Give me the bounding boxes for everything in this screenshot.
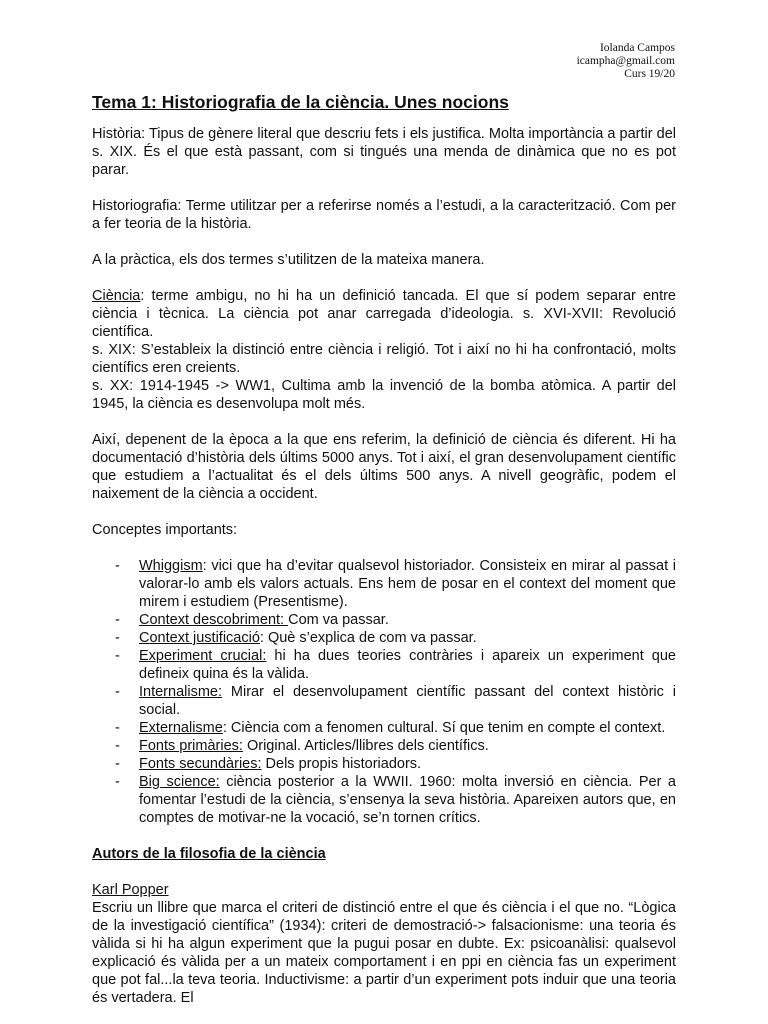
paragraph-ciencia (92, 287, 676, 341)
concept-text: hi ha dues teories contràries i apareix un experiment que defineix quina és la vàlida. (139, 648, 676, 682)
concept-term: Context justificació (139, 630, 260, 646)
list-item: - Internalisme: Mirar el desenvolupament científic passant del context històric i social. (115, 684, 676, 718)
author-header (577, 42, 675, 81)
concept-text: Mirar el desenvolupament científic passant del context històric i social. (139, 684, 676, 718)
concept-term: Whiggism (139, 558, 203, 574)
concept-term: Context descobriment: (139, 612, 289, 628)
concept-term: Externalisme (139, 720, 223, 736)
paragraph-historia: Història: Tipus de gènere literal que descriu fets i els justifica. Molta importància a partir del s. XIX. És el que està passant, com si tingués una menda de dinàmica que no es pot parar. (92, 126, 676, 178)
concept-term: Fonts secundàries: (139, 756, 262, 772)
paragraph-ciencia-xx: s. XX: 1914-1945 -> WW1, Cultima amb la invenció de la bomba atòmica. A partir del 1945, la ciència es desenvolupa molt més. (92, 378, 676, 412)
list-item: - Whiggism: vici que ha d’evitar qualsevol historiador. Consisteix en mirar al passat i valorar-lo amb els valors actuals. Ens hem de posar en el context del moment que mirem i estudiem (Presentisme). (115, 558, 676, 610)
list-item: - Experiment crucial: hi ha dues teories contràries i apareix un experiment que defineix quina és la vàlida. (115, 648, 676, 682)
ciencia-definition: : terme ambigu, no hi ha un definició tancada. El que sí podem separar entre ciència i tècnica. La ciència pot anar carregada d’ideologia. s. XVI-XVII: Revolució científica. (92, 288, 676, 340)
popper-paragraph: Escriu un llibre que marca el criteri de distinció entre el que és ciència i el que no. “Lògica de la investigació científica” (1934): criteri de demostració-> falsacionisme: una teoria és vàlida si hi ha algun experiment que la pugui posar en dubte. Ex: psicoanàlisi: qualsevol explicació és vàlida per a un mateix comportament i en ppi en ciència fas un experiment que pot fal...la teva teoria. Inductivisme: a partir d’un experiment pots induir que una teoria és vertadera. El (92, 900, 676, 1006)
list-item: - Big science: ciència posterior a la WWII. 1960: molta inversió en ciència. Per a fomentar l’estudi de la ciència, s’ensenya la seva història. Apareixen autors que, en comptes de motivar-ne la vocació, se’n tornen crítics. (115, 774, 676, 826)
list-item: - Context descobriment: Com va passar. (115, 612, 389, 628)
concept-text: Com va passar. (288, 612, 389, 628)
concept-term: Big science: (139, 774, 220, 790)
list-item: - Context justificació: Què s’explica de com va passar. (115, 630, 477, 646)
document-body (92, 91, 676, 1007)
paragraph-practica: A la pràctica, els dos termes s’utilitzen de la mateixa manera. (92, 252, 485, 268)
page-title: Tema 1: Historiografia de la ciència. Unes nocions (92, 92, 509, 112)
paragraph-conceptes: Conceptes importants: (92, 522, 238, 538)
concept-term: Experiment crucial: (139, 648, 267, 664)
paragraph-ciencia-xix: s. XIX: S’estableix la distinció entre ciència i religió. Tot i així no hi ha confrontació, molts científics eren creients. (92, 342, 676, 376)
list-item: - Externalisme: Ciència com a fenomen cultural. Sí que tenim en compte el context. (115, 720, 666, 736)
author-email: icampha@gmail.com (576, 55, 675, 67)
concepts-list (92, 557, 676, 827)
paragraph-historiografia: Historiografia: Terme utilitzar per a referirse només a l’estudi, a la caracterització. Com per a fer teoria de la història. (92, 198, 676, 232)
concept-text: ciència posterior a la WWII. 1960: molta inversió en ciència. Per a fomentar l’estudi de la ciència, s’ensenya la seva història. Apareixen autors que, en comptes de motivar-ne la vocació, se’n tornen crítics. (139, 774, 676, 826)
course-label: Curs 19/20 (624, 68, 675, 80)
concept-text: Dels propis historiadors. (261, 756, 422, 772)
list-item: - Fonts primàries: Original. Articles/llibres dels científics. (115, 738, 489, 754)
list-item: - Fonts secundàries: Dels propis historiadors. (115, 756, 422, 772)
concept-text: : Què s’explica de com va passar. (259, 630, 477, 646)
popper-name: Karl Popper (92, 882, 169, 898)
concept-text: Original. Articles/llibres dels científics. (242, 738, 489, 754)
section-heading: Autors de la filosofia de la ciència (92, 846, 326, 862)
concept-term: Internalisme: (139, 684, 223, 700)
concept-term: Fonts primàries: (139, 738, 243, 754)
concept-text: : Ciència com a fenomen cultural. Sí que tenim en compte el context. (222, 720, 666, 736)
concept-text: : vici que ha d’evitar qualsevol historiador. Consisteix en mirar al passat i valorar-lo amb els valors actuals. Ens hem de posar en el context del moment que mirem i estudiem (Presentisme). (139, 558, 676, 610)
author-name: Iolanda Campos (599, 42, 675, 54)
ciencia-term: Ciència (92, 288, 141, 304)
paragraph-aixi: Així, depenent de la època a la que ens referim, la definició de ciència és diferent. Hi ha documentació d’història dels últims 5000 anys. Tot i així, el gran desenvolupament científic que estudiem a l’actualitat és el dels últims 500 anys. A nivell geogràfic, podem el naixement de la ciència a occident. (92, 432, 676, 502)
